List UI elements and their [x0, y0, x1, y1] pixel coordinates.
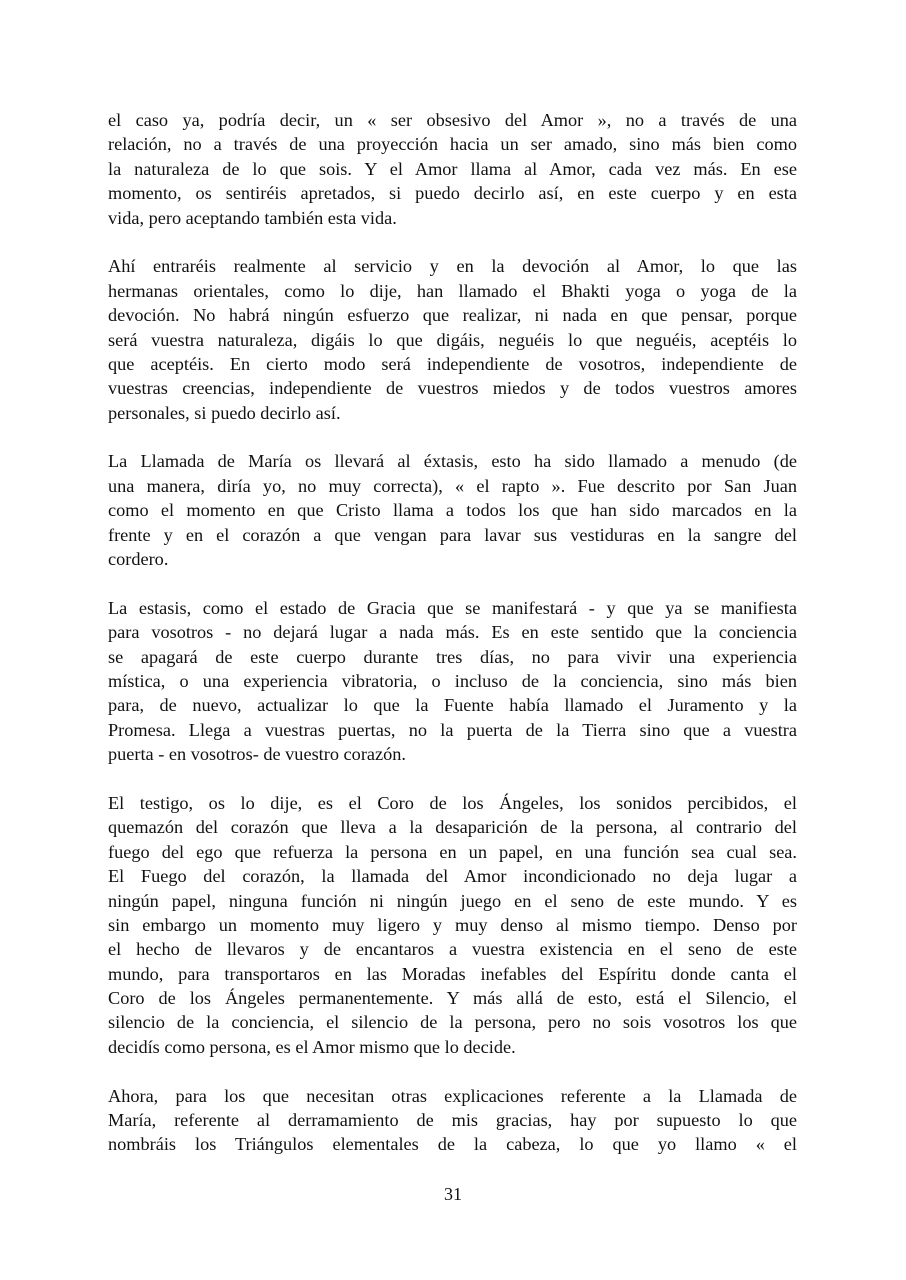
text-line: María, referente al derramamiento de mis gracias, hay por supuesto lo que — [108, 1110, 797, 1131]
text-line: momento, os sentiréis apretados, si puedo decirlo así, en este cuerpo y en esta — [108, 183, 797, 204]
text-line: fuego del ego que refuerza la persona en un papel, en una función sea cual sea. — [108, 841, 797, 862]
text-line: como el momento en que Cristo llama a todos los que han sido marcados en la — [108, 500, 797, 521]
paragraph — [108, 108, 797, 230]
text-line: se apagará de este cuerpo durante tres días, no para vivir una experiencia — [108, 646, 797, 667]
text-line: Coro de los Ángeles permanentemente. Y más allá de esto, está el Silencio, el — [108, 988, 797, 1009]
text-line: Promesa. Llega a vuestras puertas, no la puerta de la Tierra sino que a vuestra — [108, 719, 797, 740]
text-line: La estasis, como el estado de Gracia que se manifestará - y que ya se manifiesta — [108, 597, 797, 618]
text-line: Ahí entraréis realmente al servicio y en la devoción al Amor, lo que las — [108, 256, 797, 277]
text-line: ningún papel, ninguna función ni ningún juego en el seno de este mundo. Y es — [108, 890, 797, 911]
text-line: nombráis los Triángulos elementales de la cabeza, lo que yo llamo « el — [108, 1134, 797, 1155]
text-line: El Fuego del corazón, la llamada del Amor incondicionado no deja lugar a — [108, 866, 797, 887]
text-line: sin embargo un momento muy ligero y muy denso al mismo tiempo. Denso por — [108, 914, 797, 935]
text-line: personales, si puedo decirlo así. — [108, 402, 341, 423]
paragraph — [108, 254, 797, 425]
paragraph — [108, 596, 797, 767]
paragraph — [108, 449, 797, 571]
paragraph — [108, 1084, 797, 1157]
text-line: frente y en el corazón a que vengan para lavar sus vestiduras en la sangre del — [108, 524, 797, 545]
text-line: será vuestra naturaleza, digáis lo que digáis, neguéis lo que neguéis, aceptéis lo — [108, 329, 797, 350]
text-line: hermanas orientales, como lo dije, han llamado el Bhakti yoga o yoga de la — [108, 280, 797, 301]
text-line: mística, o una experiencia vibratoria, o incluso de la conciencia, sino más bien — [108, 670, 797, 691]
document-body — [108, 108, 797, 1181]
page-number: 31 — [444, 1184, 462, 1204]
text-line: Ahora, para los que necesitan otras explicaciones referente a la Llamada de — [108, 1085, 797, 1106]
text-line: decidís como persona, es el Amor mismo que lo decide. — [108, 1036, 516, 1057]
text-line: la naturaleza de lo que sois. Y el Amor llama al Amor, cada vez más. En ese — [108, 158, 797, 179]
text-line: cordero. — [108, 549, 169, 570]
text-line: quemazón del corazón que lleva a la desaparición de la persona, al contrario del — [108, 817, 797, 838]
text-line: devoción. No habrá ningún esfuerzo que realizar, ni nada en que pensar, porque — [108, 305, 797, 326]
text-line: vida, pero aceptando también esta vida. — [108, 207, 397, 228]
paragraph — [108, 791, 797, 1059]
text-line: La Llamada de María os llevará al éxtasis, esto ha sido llamado a menudo (de — [108, 451, 797, 472]
text-line: para vosotros - no dejará lugar a nada más. Es en este sentido que la conciencia — [108, 622, 797, 643]
text-line: que aceptéis. En cierto modo será independiente de vosotros, independiente de — [108, 353, 797, 374]
text-line: una manera, diría yo, no muy correcta), « el rapto ». Fue descrito por San Juan — [108, 475, 797, 496]
text-line: El testigo, os lo dije, es el Coro de los Ángeles, los sonidos percibidos, el — [108, 792, 797, 813]
text-line: relación, no a través de una proyección hacia un ser amado, sino más bien como — [108, 134, 797, 155]
text-line: el hecho de llevaros y de encantaros a vuestra existencia en el seno de este — [108, 939, 797, 960]
text-line: silencio de la conciencia, el silencio de la persona, pero no sois vosotros los que — [108, 1012, 797, 1033]
text-line: para, de nuevo, actualizar lo que la Fuente había llamado el Juramento y la — [108, 695, 797, 716]
text-line: vuestras creencias, independiente de vuestros miedos y de todos vuestros amores — [108, 378, 797, 399]
text-line: el caso ya, podría decir, un « ser obsesivo del Amor », no a través de una — [108, 110, 797, 130]
text-line: puerta - en vosotros- de vuestro corazón. — [108, 744, 406, 765]
text-line: mundo, para transportaros en las Moradas inefables del Espíritu donde canta el — [108, 963, 797, 984]
